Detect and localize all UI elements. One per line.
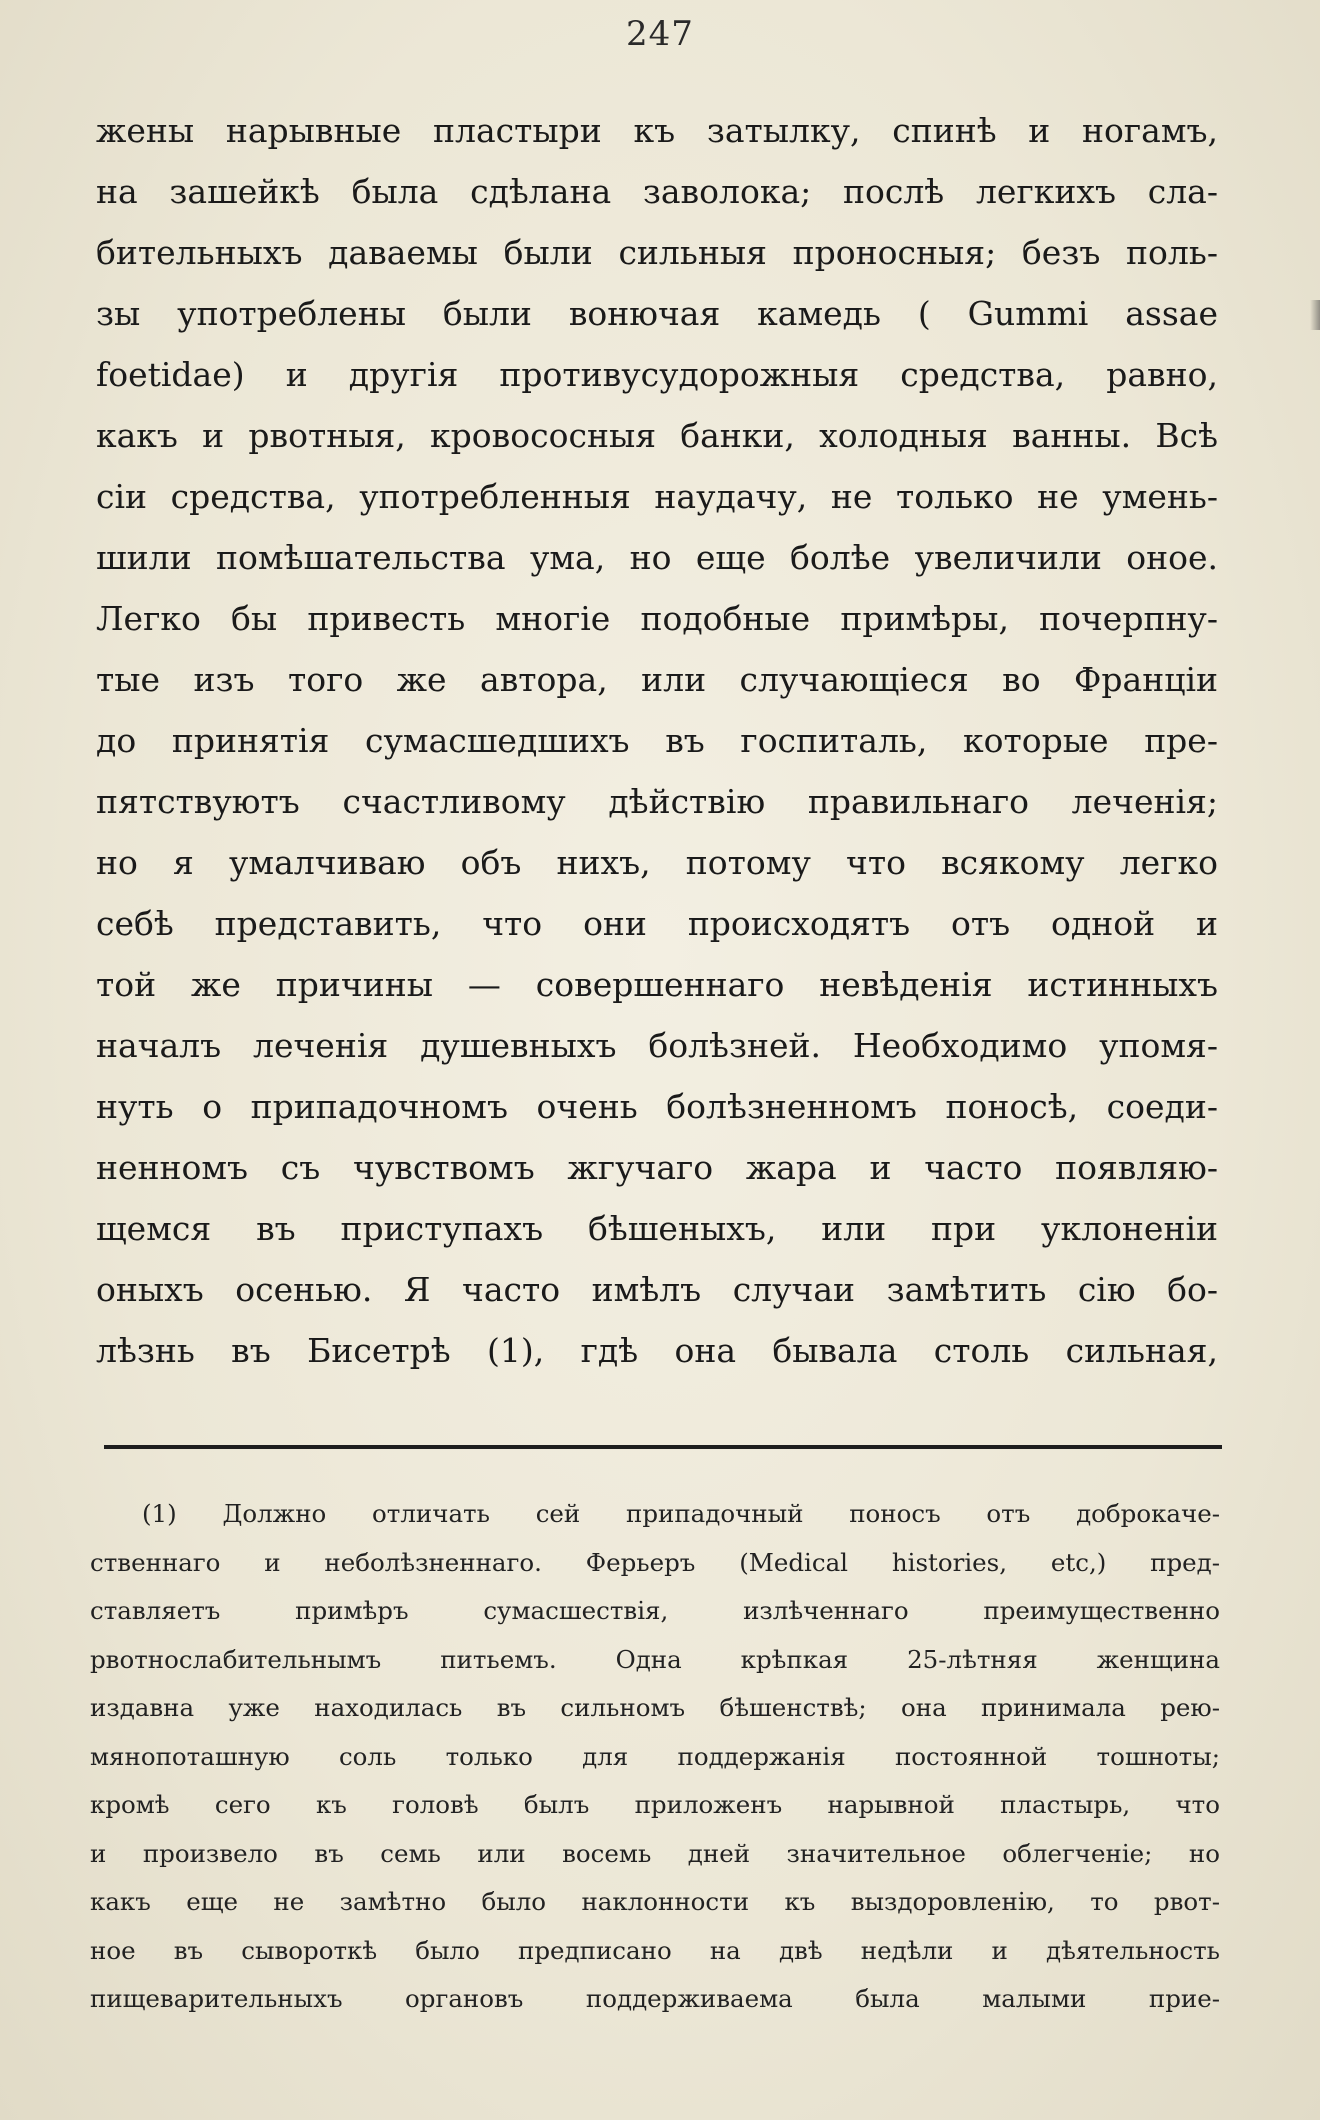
text-line: началъ леченія душевныхъ болѣзней. Необходимо упомя- <box>96 1026 1218 1065</box>
text-line: до принятія сумасшедшихъ въ госпиталь, которые пре- <box>96 721 1218 760</box>
text-line: но я умалчиваю объ нихъ, потому что всякому легко <box>96 843 1218 882</box>
text-line: зы употреблены были вонючая камедь ( Gummi assae <box>96 294 1218 333</box>
footnote-line: ственнаго и неболѣзненнаго. Ферьеръ (Medical histories, etc,) пред- <box>90 1547 1220 1577</box>
text-line: foetidae) и другія противусудорожныя средства, равно, <box>96 355 1218 394</box>
text-line: нуть о припадочномъ очень болѣзненномъ поносѣ, соеди- <box>96 1087 1218 1126</box>
text-line: щемся въ приступахъ бѣшеныхъ, или при уклоненіи <box>96 1209 1218 1248</box>
text-line: на зашейкѣ была сдѣлана заволока; послѣ легкихъ сла- <box>96 172 1218 211</box>
footnote-line: пищеварительныхъ органовъ поддерживаема была малыми прие- <box>90 1984 1220 2013</box>
text-line: сіи средства, употребленныя наудачу, не только не умень- <box>96 477 1218 516</box>
text-line: жены нарывные пластыри къ затылку, спинѣ и ногамъ, <box>96 111 1218 150</box>
footnote-line: издавна уже находилась въ сильномъ бѣшенствѣ; она принимала рею- <box>90 1693 1220 1722</box>
page-edge-shadow <box>1310 300 1320 330</box>
footnote-line: ставляетъ примѣръ сумасшествія, излѣченнаго преимущественно <box>90 1596 1220 1625</box>
footnote-line: кромѣ сего къ головѣ былъ приложенъ нарывной пластырь, что <box>90 1790 1220 1819</box>
text-line: лѣзнь въ Бисетрѣ (1), гдѣ она бывала столь сильная, <box>96 1331 1218 1370</box>
footnote-line: рвотнослабительнымъ питьемъ. Одна крѣпкая 25-лѣтняя женщина <box>90 1644 1220 1674</box>
text-line: ненномъ съ чувствомъ жгучаго жара и часто появляю- <box>96 1148 1218 1187</box>
footnote-line: и произвело въ семь или восемь дней значительное облегченіе; но <box>90 1838 1220 1868</box>
text-line: пятствуютъ счастливому дѣйствію правильнаго леченія; <box>96 782 1218 821</box>
text-line: тые изъ того же автора, или случающіеся во Франціи <box>96 660 1218 699</box>
text-line: той же причины — совершеннаго невѣденія истинныхъ <box>96 965 1218 1004</box>
page-number: 247 <box>626 14 694 54</box>
text-line: бительныхъ даваемы были сильныя проносныя; безъ поль- <box>96 233 1218 272</box>
text-line: шили помѣшательства ума, но еще болѣе увеличили оное. <box>96 538 1218 577</box>
text-line: оныхъ осенью. Я часто имѣлъ случаи замѣтить сію бо- <box>96 1270 1218 1309</box>
footnote-line: мянопоташную соль только для поддержанія постоянной тошноты; <box>90 1741 1220 1771</box>
footnote <box>90 1490 1220 2024</box>
footnote-line: (1) Должно отличать сей припадочный поносъ отъ доброкаче- <box>142 1499 1220 1528</box>
footnote-divider <box>104 1445 1222 1449</box>
text-line: Легко бы привесть многіе подобные примѣры, почерпну- <box>96 599 1218 638</box>
footnote-line: ное въ сывороткѣ было предписано на двѣ недѣли и дѣятельность <box>90 1935 1220 1965</box>
text-line: себѣ представить, что они происходятъ отъ одной и <box>96 904 1218 943</box>
text-line: какъ и рвотныя, кровососныя банки, холодныя ванны. Всѣ <box>96 416 1218 455</box>
footnote-line: какъ еще не замѣтно было наклонности къ выздоровленію, то рвот- <box>90 1887 1220 1916</box>
main-text <box>96 100 1218 1381</box>
